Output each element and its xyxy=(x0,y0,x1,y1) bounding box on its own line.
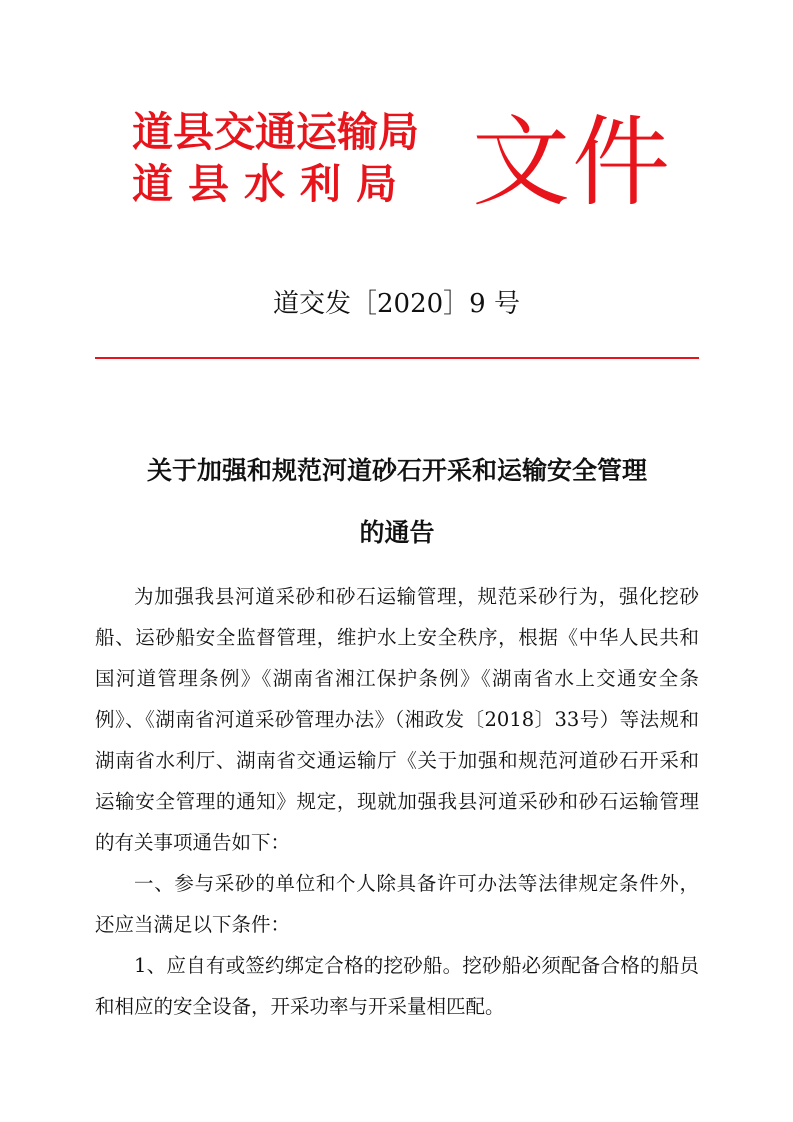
header-divider xyxy=(95,357,699,359)
issuer-water-bureau: 道县水利局 xyxy=(132,160,412,208)
document-number: 道交发［2020］9 号 xyxy=(273,289,520,319)
document-title-line1: 关于加强和规范河道砂石开采和运输安全管理 xyxy=(146,456,647,485)
issuer-transport-bureau: 道县交通运输局 xyxy=(132,108,419,156)
body-paragraph-preamble: 为加强我县河道采砂和砂石运输管理，规范采砂行为，强化挖砂船、运砂船安全监督管理，维护水上安全秩序，根据《中华人民共和国河道管理条例》《湖南省湘江保护条例》《湖南省水上交通安全条例》、《湖南省河道采砂管理办法》（湘政发〔2018〕33号）等法规和湖南省水利厅、湖南省交通运输厅《关于加强和规范河道砂石开采和运输安全管理的通知》规定，现就加强我县河道采砂和砂石运输管理的有关事项通告如下： xyxy=(95,585,699,854)
document-title-line2: 的通告 xyxy=(359,518,435,547)
body-paragraph-item-1: 1、应自有或签约绑定合格的挖砂船。挖砂船必须配备合格的船员和相应的安全设备，开采功率与开采量相匹配。 xyxy=(95,954,699,1018)
document-body xyxy=(95,576,699,1027)
issuing-authorities xyxy=(132,106,472,210)
body-paragraph-section-1: 一、参与采砂的单位和个人除具备许可办法等法律规定条件外，还应当满足以下条件： xyxy=(95,872,699,936)
document-type-label: 文件 xyxy=(472,106,673,220)
document-title xyxy=(95,440,699,564)
